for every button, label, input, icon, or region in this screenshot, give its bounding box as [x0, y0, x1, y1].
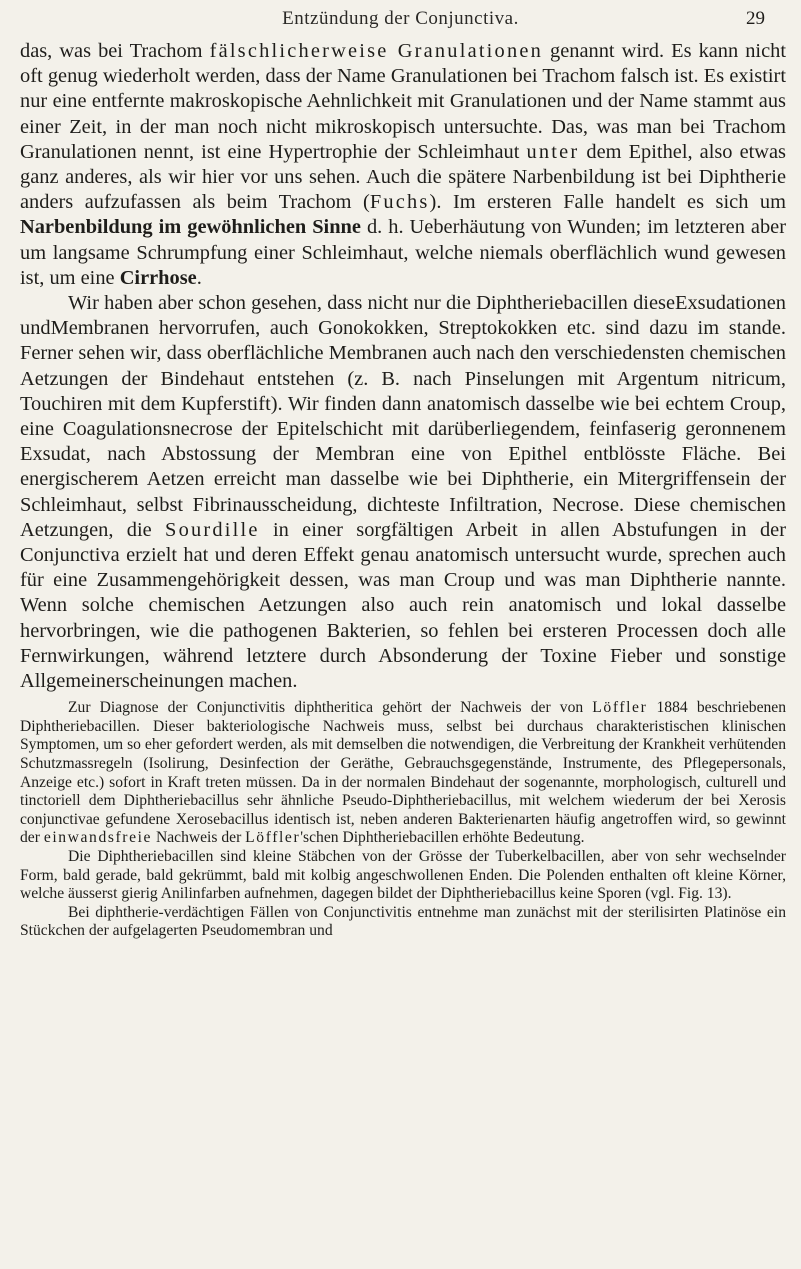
bold-term: Cirrhose	[119, 266, 197, 289]
text-span: Nachweis der	[152, 829, 246, 847]
text-span: Bei diphtherie-verdächtigen Fällen von Conjunctivitis entnehme man zunächst mit der sterilisirten Platinöse ein Stückchen der aufgelagerten Pseudomembran und	[20, 903, 786, 940]
paragraph-granulationen	[20, 39, 786, 291]
paragraph-aetzungen	[20, 291, 786, 694]
text-span: machen.	[223, 670, 298, 693]
page-header	[0, 8, 801, 32]
text-span: 'schen Diphtheriebacillen erhöhte Bedeutung.	[300, 829, 585, 847]
text-span: .	[196, 266, 202, 289]
author-name: Löffler	[592, 699, 648, 717]
text-span: das, was bei Trachom	[20, 40, 210, 62]
text-span: dem Epithel, also etwas ganz anderes, als wir hier vor uns sehen. Auch die spätere Narbenbildung ist bei Diphtherie anders aufzufassen als beim Trachom (	[20, 140, 786, 214]
body-text	[20, 39, 786, 941]
text-span: Zur Diagnose der Conjunctivitis diphtheritica gehört der Nachweis der von	[68, 699, 593, 717]
page-number: 29	[746, 8, 765, 29]
author-name: Fuchs	[369, 191, 430, 214]
emphasis: Allgemeinerscheinungen	[20, 670, 224, 693]
author-name: Sourdille	[165, 518, 260, 541]
small-paragraph-bacillen	[20, 848, 786, 904]
text-span: 1884 beschriebenen Diphtheriebacillen. Dieser bakteriologische Nachweis muss, selbst bei durchaus charakteristischen klinischen Symptomen, um so eher gefordert werden, als mit demselben die notwendigen, die Verbreitung der Krankheit verhütenden Schutzmassregeln (Isolirung, Desinfection der Geräthe, Gebrauchsgegenstände, Instrumente, des Pflegepersonals, Anzeige etc.) sofort in Kraft treten müssen. Da in der normalen Bindehaut der sogenannte, morphologisch, culturell und tinctoriell dem Diphtheriebacillus sehr ähnliche Pseudo-Diphtheriebacillus, mit welchem wiederum der bei Xerosis conjunctivae gefundene Xerosebacillus identisch ist, neben anderen Bakterienarten häufig angetroffen wird, so gewinnt der	[20, 699, 786, 847]
spaced-emphasis: unter	[526, 140, 580, 163]
text-span: Wir haben aber schon gesehen, dass nicht nur die Diphtheriebacillen dieseExsudationen undMembranen hervorrufen, auch Gonokokken, Streptokokken etc. sind dazu im stande. Ferner sehen wir, dass oberflächliche Membranen auch nach den verschiedensten chemischen Aetzungen der Bindehaut entstehen (z. B. nach Pinselungen mit Argentum nitricum, Touchiren mit dem Kupferstift). Wir finden dann anatomisch dasselbe wie bei echtem Croup, eine Coagulationsnecrose der Epitelschicht mit darüberliegendem, feinfaserig geronnenem Exsudat, nach Abstossung der Membran eine von Epithel entblösste Fläche. Bei energischerem Aetzen erreicht man dasselbe wie bei Diphtherie, ein Mitergriffensein der Schleimhaut, selbst Fibrinausscheidung, dichteste Infiltration, Necrose. Diese chemischen Aetzungen, die	[20, 292, 786, 541]
text-span: ). Im ersteren Falle handelt es sich um	[429, 191, 786, 214]
text-span: d. h. Ueberhäutung von Wunden; im letzteren aber um langsame Schrumpfung einer Schleimhaut, welche niemals oberflächlich wund gewesen ist, um eine	[20, 216, 787, 289]
small-paragraph-diagnose	[20, 699, 786, 848]
spaced-emphasis: fälschlicherweise Granulationen	[209, 40, 543, 62]
author-name: Löffler	[245, 829, 301, 847]
bold-term: Narbenbildung im gewöhnlichen Sinne	[20, 216, 361, 239]
text-span: in einer sorgfältigen Arbeit in allen Abstufungen in der Conjunctiva erzielt hat und deren Effekt genau anatomisch untersucht wurde, sprechen auch für eine Zusammengehörigkeit dessen, was man Croup und was man Diphtherie nannte. Wenn solche chemischen Aetzungen also auch rein anatomisch und lokal dasselbe hervorbringen, wie die pathogenen Bakterien, so fehlen bei ersteren Processen doch alle Fernwirkungen, während letztere durch Absonderung der Toxine Fieber und sonstige	[20, 518, 787, 667]
small-paragraph-verdacht	[20, 904, 786, 941]
text-span: genannt wird. Es kann nicht oft genug wiederholt werden, dass der Name Granulationen bei Trachom falsch ist. Es existirt nur eine entfernte makroskopische Aehnlichkeit mit Granulationen und der Name stammt aus einer Zeit, in der man noch nicht mikroskopisch untersuchte. Das, was man bei Trachom Granulationen nennt, ist eine Hypertrophie der Schleimhaut	[20, 40, 787, 163]
text-span: Die Diphtheriebacillen sind kleine Stäbchen von der Grösse der Tuberkelbacillen, aber von sehr wechselnder Form, bald gerade, bald gekrümmt, bald mit kolbig angeschwollenen Enden. Die Polenden enthalten oft kleine Körner, welche äusserst gierig Anilinfarben aufnehmen, dagegen bildet der Diphtheriebacillus keine Sporen (vgl. Fig. 13).	[20, 848, 786, 903]
spaced-emphasis: einwandsfreie	[43, 829, 153, 847]
running-title: Entzündung der Conjunctiva.	[282, 8, 519, 29]
small-print-section	[20, 699, 786, 941]
